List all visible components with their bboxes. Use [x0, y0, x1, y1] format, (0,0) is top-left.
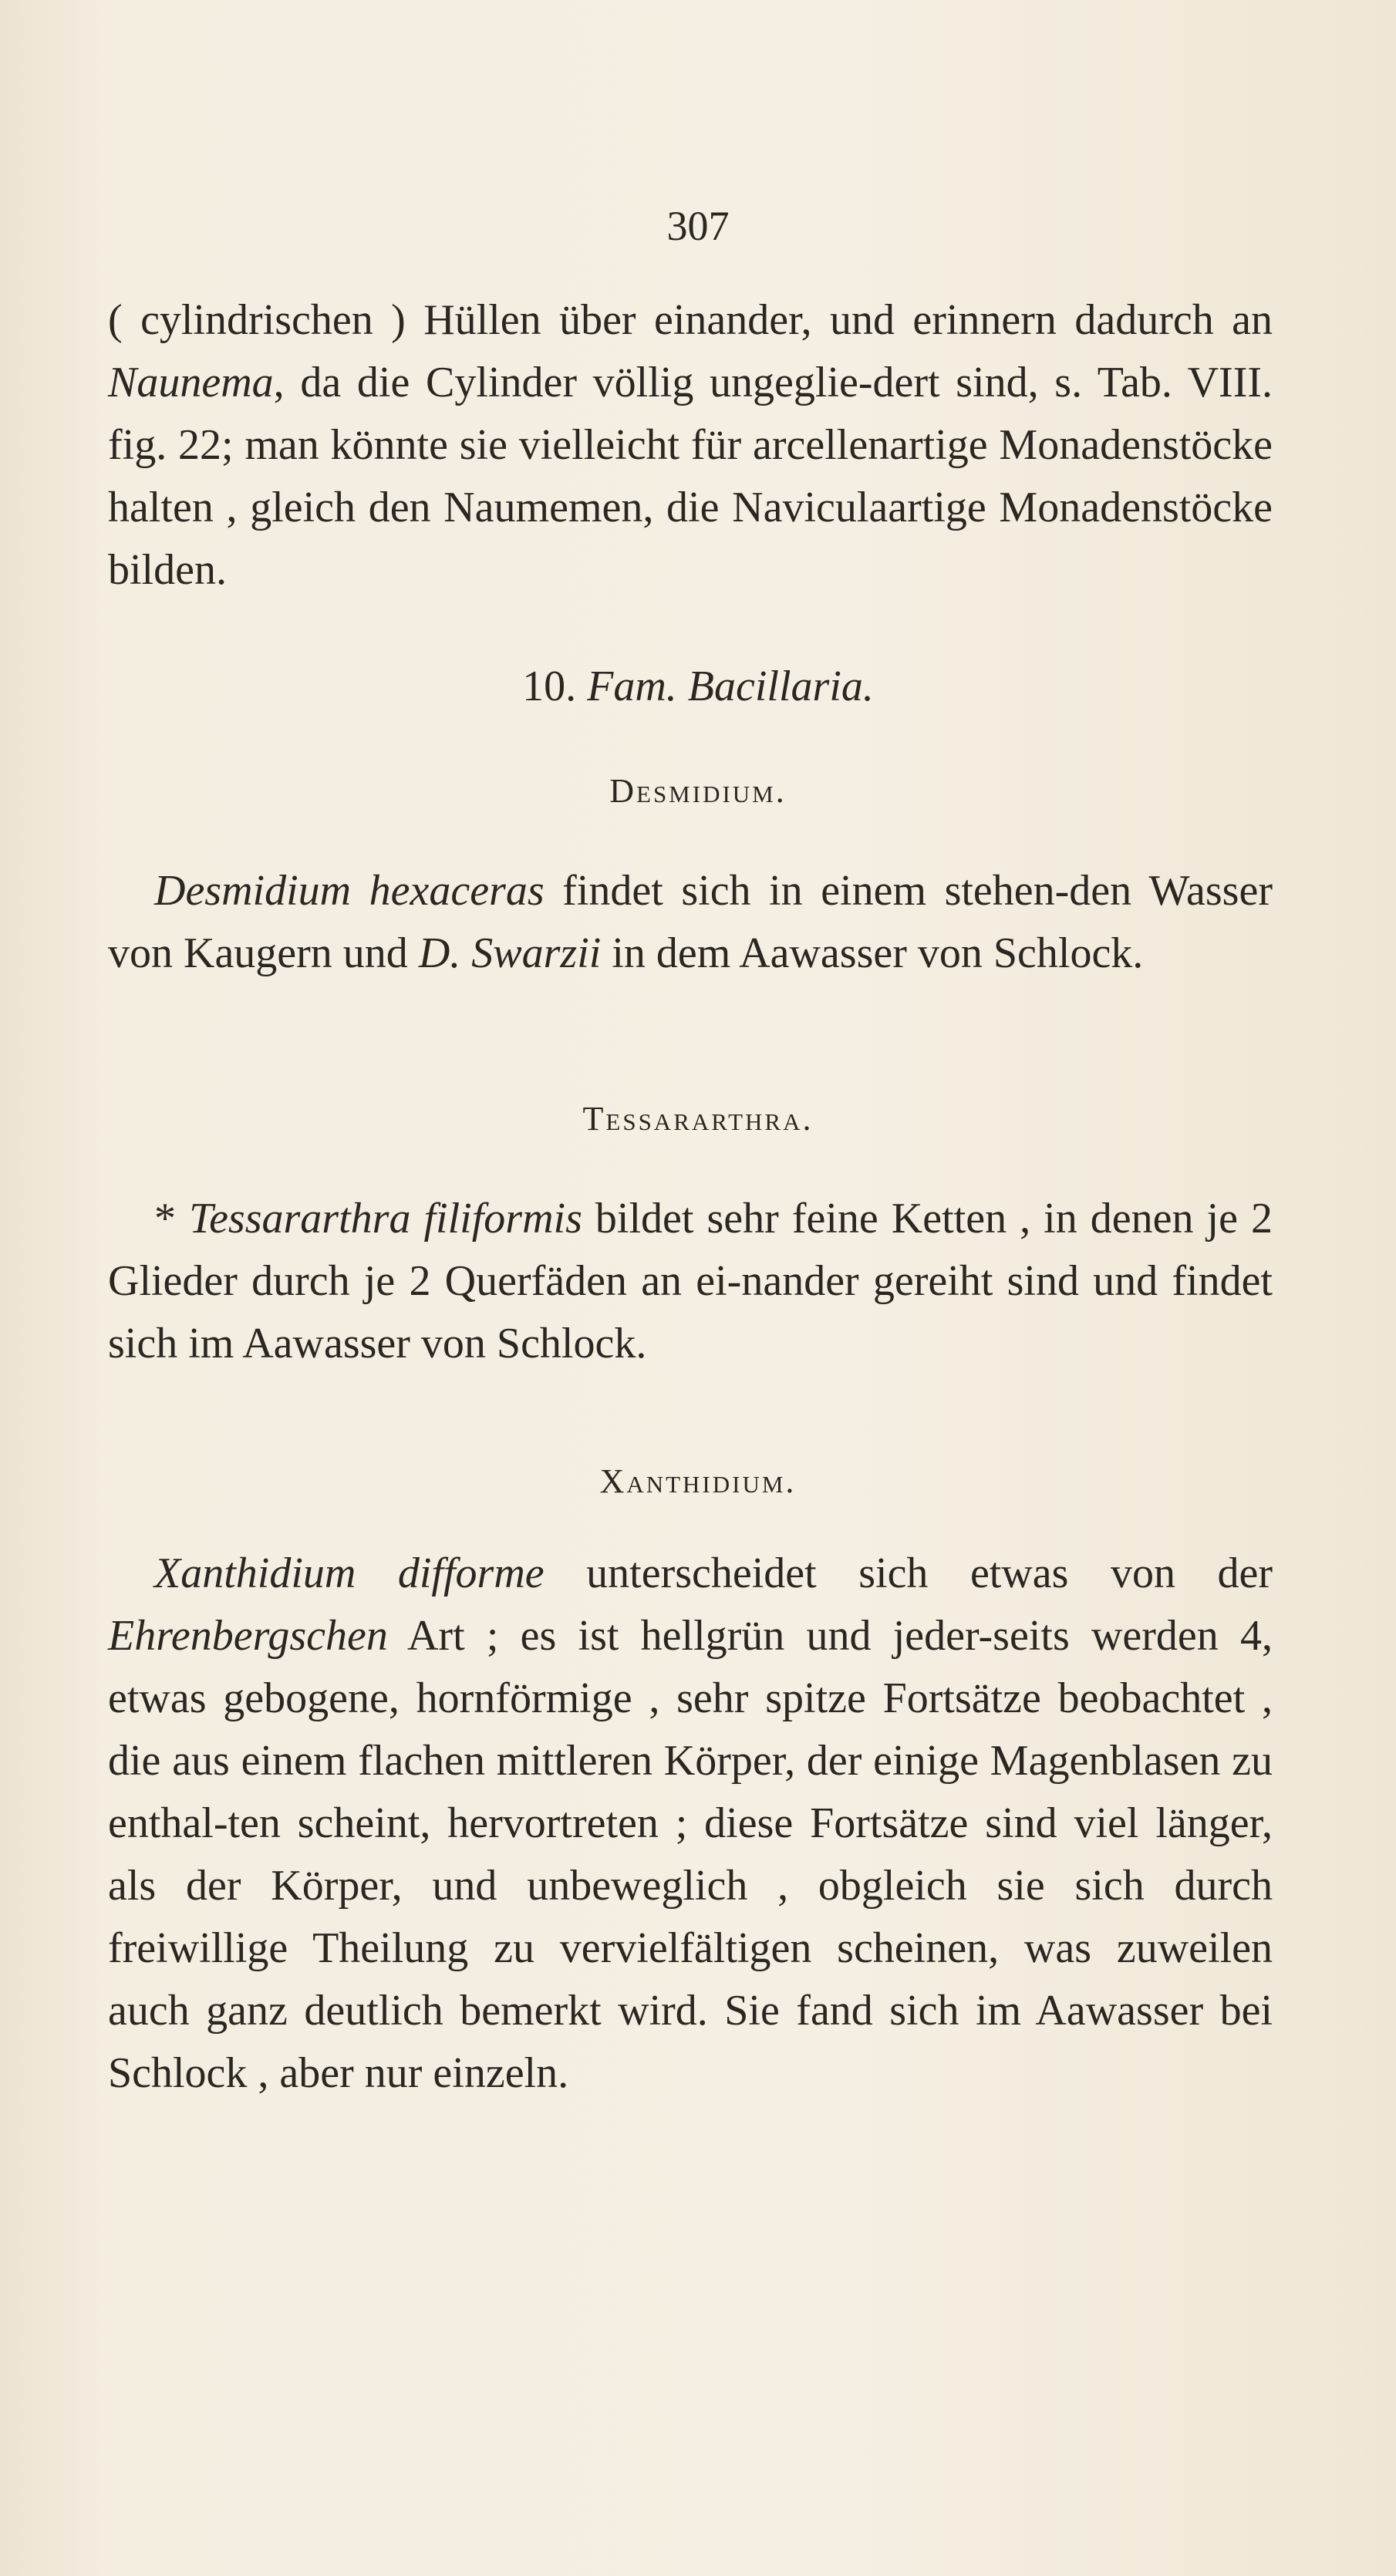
italic-term: Xanthidium difforme [154, 1549, 545, 1597]
section-text: * Tessararthra filiformis bildet sehr feine Ketten , in denen je 2 Glieder durch je 2 Querfäden an ei-nander gereiht sind und findet sich im Aawasser von Schlock. [108, 1195, 1273, 1367]
intro-text: ( cylindrischen ) Hüllen über einander, und erinnern dadurch an Naunema, da die Cylinder völlig ungeglie-dert sind, s. Tab. VIII. fig. 22; man könnte sie vielleicht für arcellenartige Monadenstöcke halten , gleich den Naumemen, die Naviculaartige Monadenstöcke bilden. [108, 296, 1273, 594]
italic-term: Desmidium hexaceras [154, 867, 545, 915]
page-number: 307 [666, 203, 730, 249]
section-text: Xanthidium difforme unterscheidet sich etwas von der Ehrenbergschen Art ; es ist hellgrün und jeder-seits werden 4, etwas gebogene, hornförmige , sehr spitze Fortsätze beobachtet , die aus einem flachen mittleren Körper, der einige Magenblasen zu enthal-ten scheint, hervortreten ; diese Fortsätze sind viel länger, als der Körper, und unbeweglich , obgleich sie sich durch freiwillige Theilung zu vervielfältigen scheinen, was zuweilen auch ganz deutlich bemerkt wird. Sie fand sich im Aawasser bei Schlock , aber nur einzeln. [108, 1549, 1273, 2097]
family-number: 10. [522, 663, 577, 710]
section-text: Desmidium hexaceras findet sich in einem stehen-den Wasser von Kaugern und D. Swarzii in dem Aawasser von Schlock. [108, 867, 1273, 977]
intro-paragraph [108, 289, 1273, 602]
section-heading-xanthidium: Xanthidium. [599, 1462, 797, 1500]
italic-term: Tessararthra filiformis [189, 1195, 582, 1242]
family-label: Fam. [587, 663, 677, 710]
italic-term: Ehrenbergschen [108, 1612, 388, 1660]
section-paragraph-xanthidium [108, 1543, 1273, 2105]
italic-term: D. Swarzii [418, 929, 602, 977]
family-heading [0, 662, 1396, 711]
family-name: Bacillaria. [687, 663, 874, 710]
section-paragraph-tessararthra [108, 1188, 1273, 1375]
section-heading-tessararthra: Tessararthra. [582, 1100, 814, 1138]
italic-term: Naunema [108, 359, 274, 406]
section-paragraph-desmidium [108, 860, 1273, 985]
section-heading-desmidium: Desmidium. [609, 772, 787, 810]
